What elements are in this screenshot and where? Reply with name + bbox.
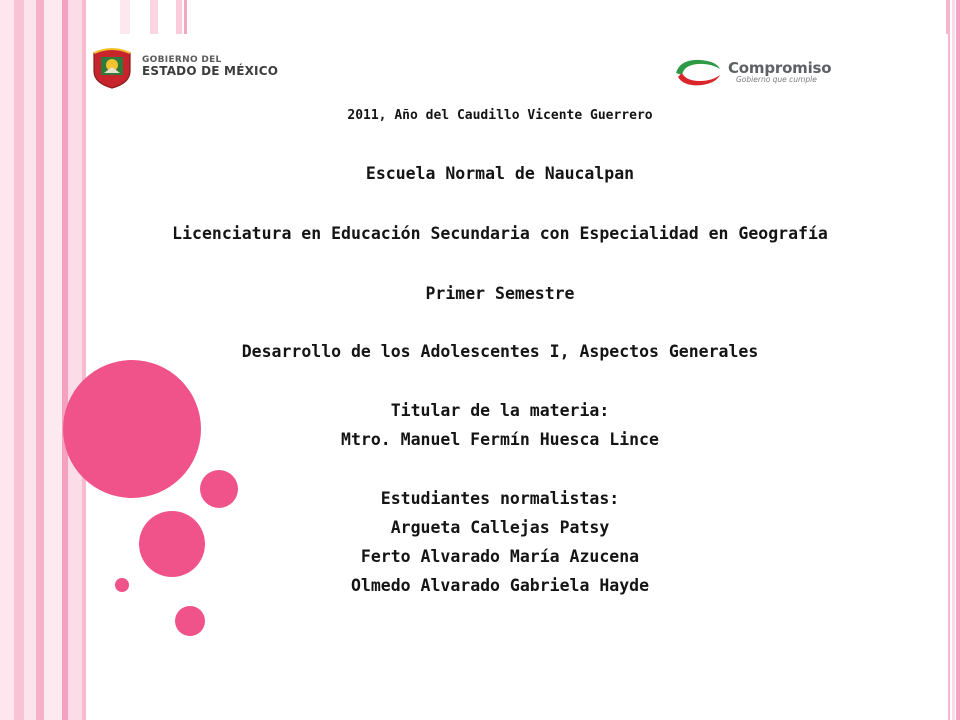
student-name: Ferto Alvarado María Azucena [360, 547, 640, 566]
year-motto: 2011, Año del Caudillo Vicente Guerrero [347, 108, 653, 123]
semester: Primer Semestre [425, 284, 575, 303]
school-name: Escuela Normal de Naucalpan [365, 164, 635, 183]
logo-left-line1: GOBIERNO DEL [142, 54, 222, 65]
logo-right-name: Compromiso [728, 58, 832, 77]
student-name: Argueta Callejas Patsy [390, 518, 610, 537]
students-label: Estudiantes normalistas: [380, 489, 620, 508]
teacher-label: Titular de la materia: [390, 401, 610, 420]
course-title: Desarrollo de los Adolescentes I, Aspectos Generales [241, 342, 759, 361]
logo-left-line2: ESTADO DE MÉXICO [142, 64, 279, 79]
degree-name: Licenciatura en Educación Secundaria con Especialidad en Geografía [172, 224, 828, 243]
teacher-name: Mtro. Manuel Fermín Huesca Lince [341, 430, 659, 449]
logo-right-tagline: Gobierno que cumple [736, 74, 817, 84]
cover-content [100, 0, 900, 720]
student-name: Olmedo Alvarado Gabriela Hayde [350, 576, 649, 595]
